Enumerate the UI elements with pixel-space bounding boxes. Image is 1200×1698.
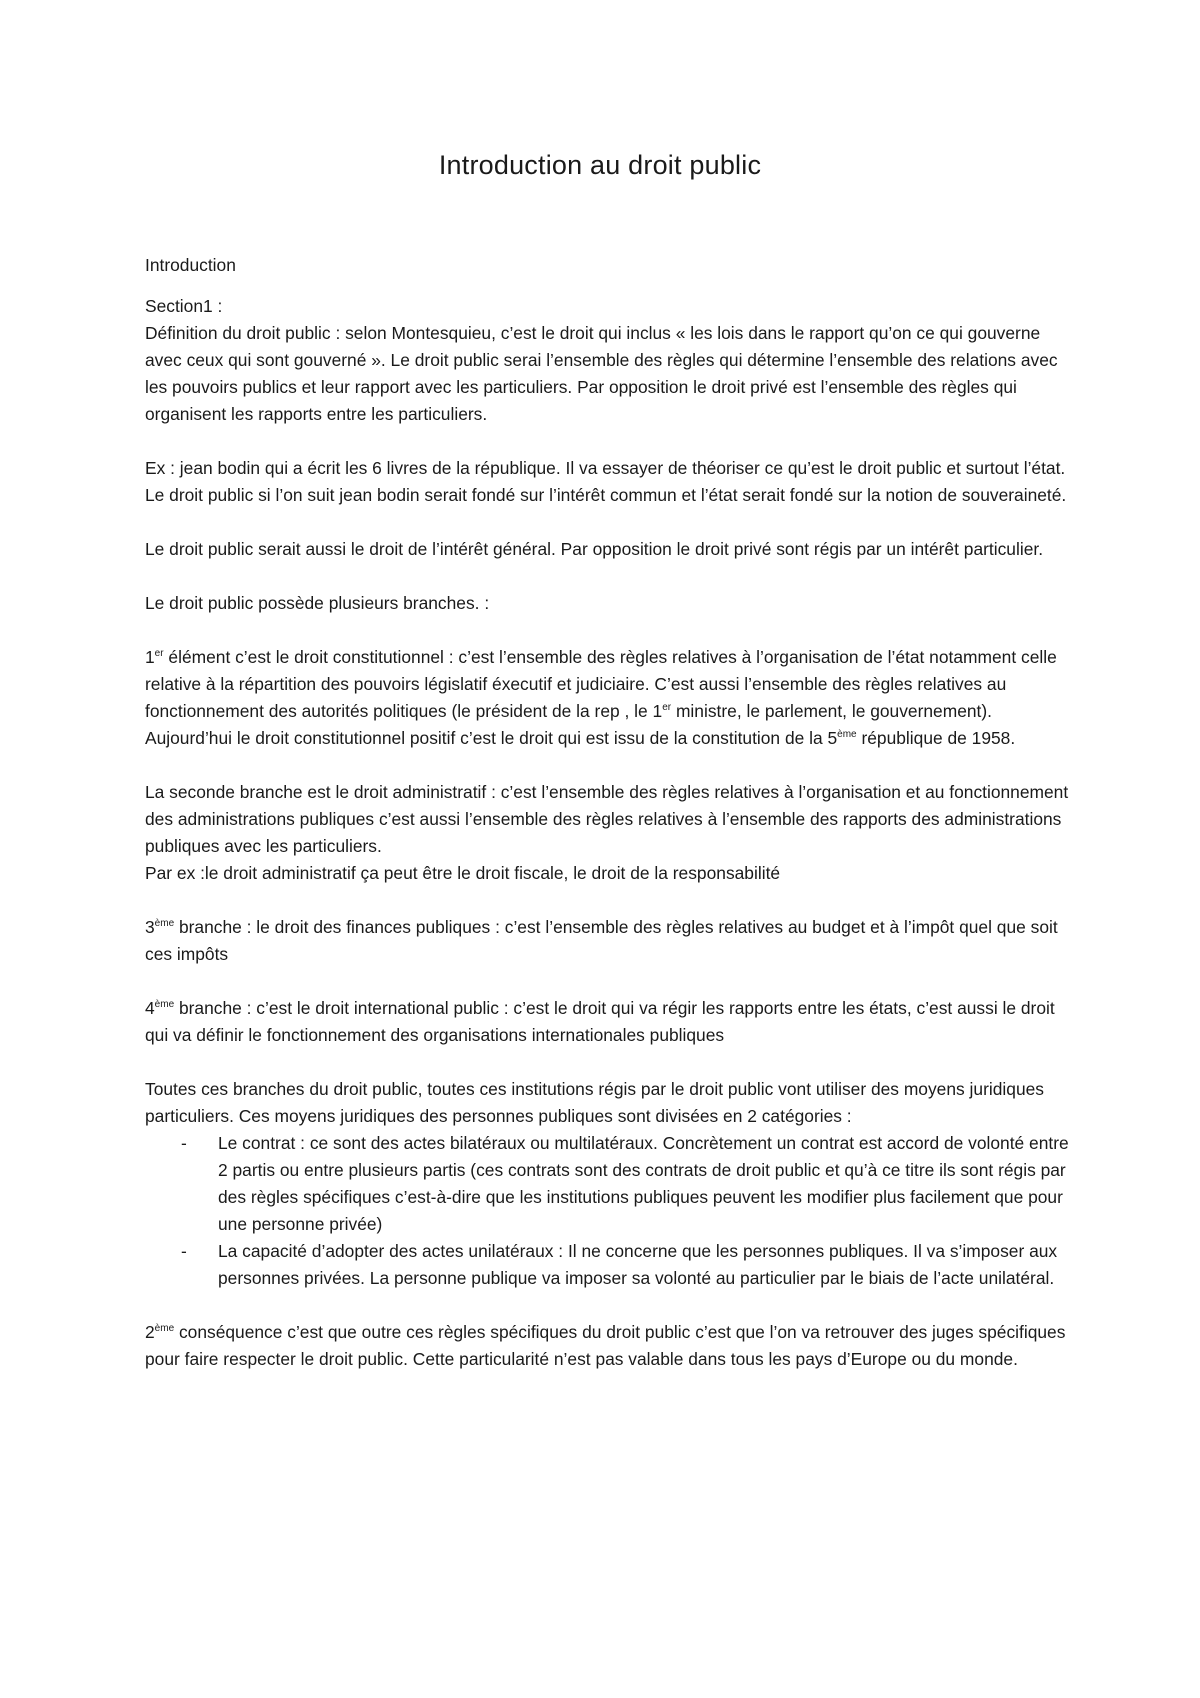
paragraph-branch-4: [145, 995, 1070, 1049]
paragraph-general-interest: Le droit public serait aussi le droit de l’intérêt général. Par opposition le droit privé sont régis par un intérêt particulier.: [145, 539, 1044, 559]
legal-means-list: [145, 1130, 1070, 1292]
ordinal-number: 1: [652, 701, 663, 721]
branch-3-text: branche : le droit des finances publiques : c’est l’ensemble des règles relatives au budget et à l’impôt quel que soit ces impôts: [145, 917, 1058, 964]
ordinal-number: 4: [145, 998, 155, 1018]
paragraph-branches: Le droit public possède plusieurs branches. :: [145, 593, 490, 613]
ordinal-number: 5: [827, 728, 838, 748]
ordinal-number: 3: [145, 917, 155, 937]
intro-heading: Introduction: [145, 255, 236, 275]
ordinal-number: 1: [145, 647, 155, 667]
branch-1-text-c: république de 1958.: [856, 728, 1016, 748]
document-body: [145, 252, 1070, 1373]
paragraph-legal-means: Toutes ces branches du droit public, toutes ces institutions régis par le droit public vont utiliser des moyens juridiques particuliers. Ces moyens juridiques des personnes publiques sont divisées en 2 catégories :: [145, 1079, 1044, 1126]
section-label: Section1 :: [145, 296, 223, 316]
document-title: Introduction au droit public: [438, 150, 762, 180]
ordinal-suffix: ème: [837, 729, 857, 740]
ordinal-suffix: er: [662, 702, 672, 713]
paragraph-example: Ex : jean bodin qui a écrit les 6 livres de la république. Il va essayer de théoriser ce qu’est le droit public et surtout l’état. Le droit public si l’on suit jean bodin serait fondé sur l’intérêt commun et l’état serait fondé sur la notion de souveraineté.: [145, 458, 1067, 505]
branch-1-text-b: ministre, le parlement, le gouvernement). Aujourd’hui le droit constitutionnel positif c’est le droit qui est issu de la constitution de la: [145, 701, 993, 748]
paragraph-branch-1: [145, 644, 1070, 752]
list-item: - La capacité d’adopter des actes unilatéraux : Il ne concerne que les personnes publiques. Il va s’imposer aux personnes privées. La personne publique va imposer sa volonté au particulier par le biais de l’acte unilatéral.: [218, 1238, 1070, 1292]
consequence-text: conséquence c’est que outre ces règles spécifiques du droit public c’est que l’on va retrouver des juges spécifiques pour faire respecter le droit public. Cette particularité n’est pas valable dans tous les pays d’Europe ou du monde.: [145, 1322, 1066, 1369]
paragraph-branch-2: La seconde branche est le droit administratif : c’est l’ensemble des règles relatives à l’organisation et au fonctionnement des administrations publiques c’est aussi l’ensemble des règles relatives à l’ensemble des rapports des administrations publiques avec les particuliers.: [145, 782, 1069, 856]
ordinal-number: 2: [145, 1322, 155, 1342]
ordinal-suffix: ème: [154, 1323, 175, 1334]
branch-1-text-a: élément c’est le droit constitutionnel : c’est l’ensemble des règles relatives à l’organisation de l’état notamment celle relative à la répartition des pouvoirs législatif éxecutif et judiciaire. C’est aussi l’ensemble des règles relatives au fonctionnement des autorités politiques (le président de la rep , le: [145, 647, 1057, 721]
ordinal-suffix: ème: [154, 918, 175, 929]
list-item: - Le contrat : ce sont des actes bilatéraux ou multilatéraux. Concrètement un contrat est accord de volonté entre 2 partis ou entre plusieurs partis (ces contrats sont des contrats de droit public et qu’à ce titre ils sont régis par des règles spécifiques c’est-à-dire que les institutions publiques peuvent les modifier plus facilement que pour une personne privée): [218, 1130, 1070, 1238]
paragraph-consequence: [145, 1319, 1070, 1373]
ordinal-suffix: er: [154, 648, 164, 659]
paragraph-branch-2-example: Par ex :le droit administratif ça peut être le droit fiscale, le droit de la responsabilité: [145, 863, 781, 883]
paragraph-branch-3: [145, 914, 1070, 968]
paragraph-definition: Définition du droit public : selon Montesquieu, c’est le droit qui inclus « les lois dans le rapport qu’on ce qui gouverne avec ceux qui sont gouverné ». Le droit public serai l’ensemble des règles qui détermine l’ensemble des relations avec les pouvoirs publics et leur rapport avec les particuliers. Par opposition le droit privé est l’ensemble des règles qui organisent les rapports entre les particuliers.: [145, 323, 1058, 424]
ordinal-suffix: ème: [154, 999, 175, 1010]
branch-4-text: branche : c’est le droit international public : c’est le droit qui va régir les rapports entre les états, c’est aussi le droit qui va définir le fonctionnement des organisations internationales publiques: [145, 998, 1055, 1045]
